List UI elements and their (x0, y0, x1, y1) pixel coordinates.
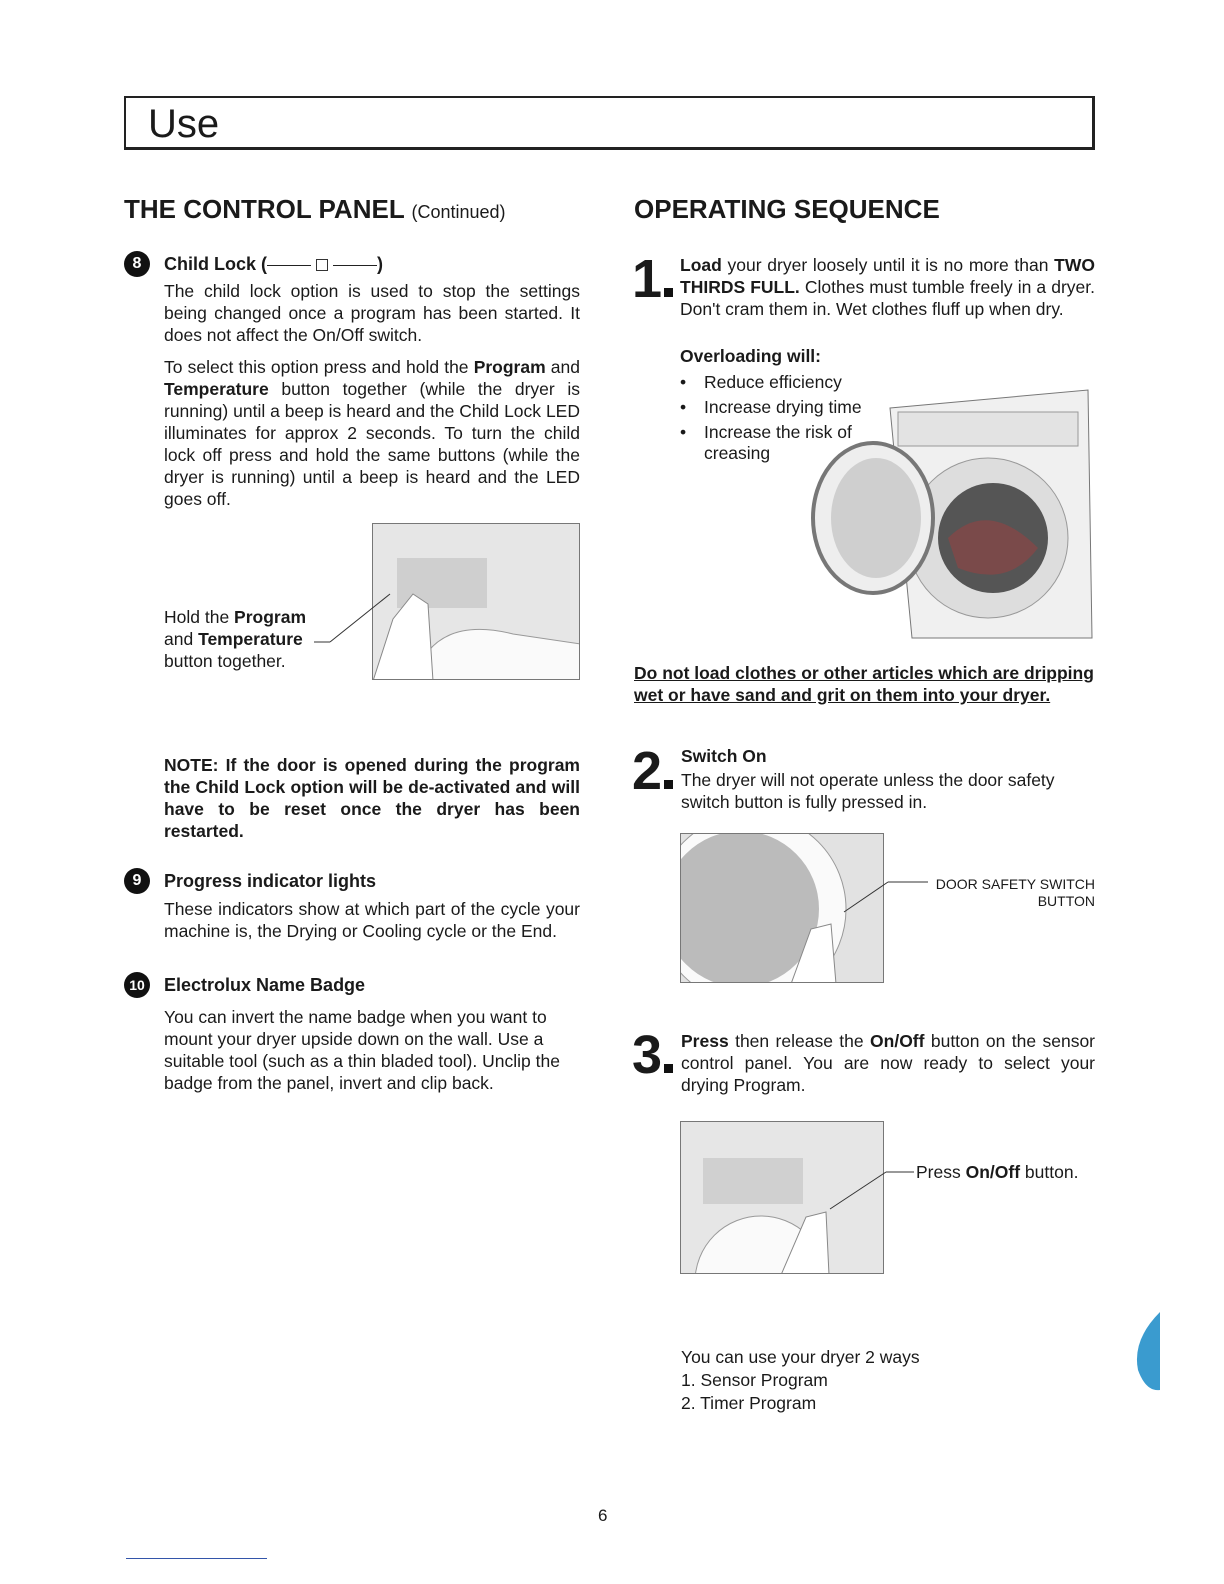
list-item: 1. Sensor Program (681, 1370, 828, 1390)
number-badge-10: 10 (124, 972, 150, 998)
progress-lights-title: Progress indicator lights (164, 871, 377, 891)
step-number-1: 1 (632, 254, 673, 304)
list-item: • Reduce efficiency (680, 370, 880, 395)
on-off-callout: Press On/Off button. (916, 1162, 1079, 1182)
name-badge-title: Electrolux Name Badge (164, 975, 366, 995)
child-lock-instructions: To select this option press and hold the Program and Temperature button together (while the dryer is running) until a beep is heard and the Child Lock LED illuminates for approx 2 seconds. To turn the child lock off press and hold the same buttons (while the dryer is running) until a beep is heard and the LED goes off. (164, 357, 580, 509)
callout-line (826, 1163, 916, 1213)
overloading-title: Overloading will: (680, 346, 821, 366)
callout-line (840, 876, 930, 916)
progress-lights-description: These indicators show at which part of the cycle your machine is, the Drying or Cooling cycle or the End. (164, 899, 580, 941)
operating-sequence-heading: OPERATING SEQUENCE (634, 194, 940, 224)
section-title: Use (148, 102, 220, 146)
switch-on-title: Switch On (681, 746, 767, 766)
name-badge-description: You can invert the name badge when you want to mount your dryer upside down on the wall. Use a suitable tool (such as a thin bladed tool). Unclip the badge from the panel, invert and clip back. (164, 1007, 560, 1093)
control-panel-heading: THE CONTROL PANEL (Continued) (124, 194, 506, 224)
control-panel-hand-illustration (372, 523, 580, 680)
step3-text: Press then release the On/Off button on the sensor control panel. You are now ready to select your drying Program. (681, 1031, 1095, 1095)
child-lock-description: The child lock option is used to stop the settings being changed once a program has been started. It does not affect the On/Off switch. (164, 281, 580, 345)
list-item: 2. Timer Program (681, 1393, 817, 1413)
footer-rule (126, 1558, 267, 1559)
dryer-loaded-illustration (808, 388, 1098, 644)
usage-ways-intro: You can use your dryer 2 ways (681, 1347, 920, 1367)
door-switch-callout: DOOR SAFETY SWITCH BUTTON (935, 876, 1095, 909)
list-item: • Increase the risk of creasing (680, 420, 880, 464)
list-item: • Increase drying time (680, 395, 880, 420)
step-number-3: 3 (632, 1030, 673, 1080)
step-number-2: 2 (632, 746, 673, 796)
page-edge-tab-decoration (1132, 1310, 1162, 1410)
child-lock-note: NOTE: If the door is opened during the program the Child Lock option will be de-activated and will have to be reset once the dryer has been restarted. (164, 755, 580, 841)
image-caption: Hold the Program and Temperature button together. (164, 607, 307, 671)
switch-on-description: The dryer will not operate unless the door safety switch button is fully pressed in. (681, 770, 1055, 812)
child-lock-icon (316, 259, 328, 271)
page-number: 6 (598, 1506, 608, 1525)
child-lock-title: Child Lock ( ) (164, 254, 384, 274)
loading-warning: Do not load clothes or other articles which are dripping wet or have sand and grit on them into your dryer. (634, 663, 1094, 705)
step1-text: Load your dryer loosely until it is no more than TWO THIRDS FULL. Clothes must tumble freely in a dryer. Don't cram them in. Wet clothes fluff up when dry. (680, 255, 1095, 319)
section-header (124, 96, 1095, 150)
usage-ways (681, 1346, 920, 1415)
number-badge-9: 9 (124, 868, 150, 894)
number-badge-8: 8 (124, 251, 150, 277)
caption-leader-line (314, 590, 394, 650)
